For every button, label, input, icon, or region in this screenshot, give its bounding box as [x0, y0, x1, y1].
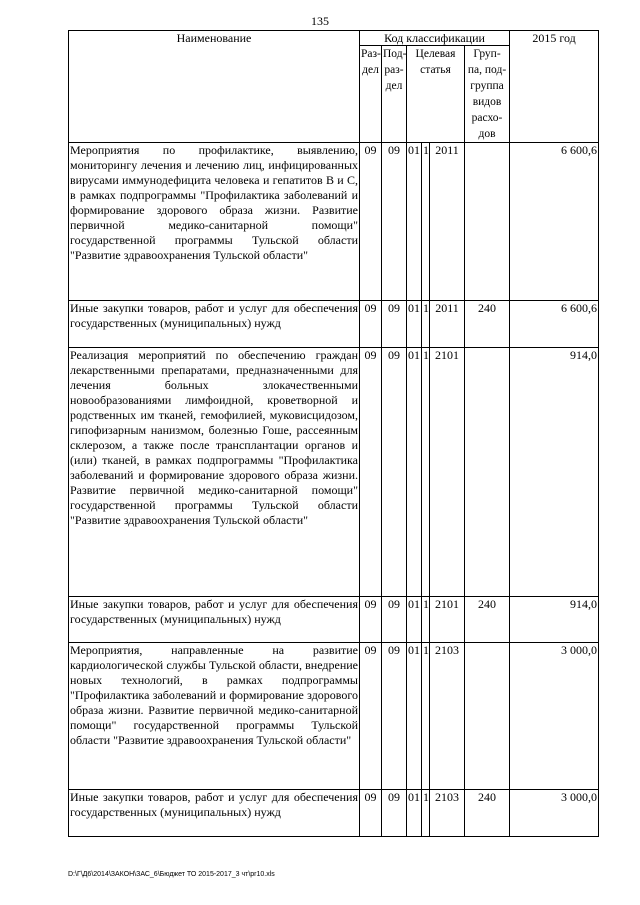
header-code-group: Код классификации	[360, 31, 510, 46]
row-target-part2: 1	[422, 790, 430, 837]
row-target-part3: 2103	[430, 790, 465, 837]
row-name: Мероприятия, направленные на развитие кардиологической службы Тульской области, внедрение новых технологий, в рамках подпрограммы "Профилактика заболеваний и формирование здорового образа жизни. Развитие первичной медико-санитарной помощи" государственной программы Тульской области "Развитие здравоохранения Тульской области"	[69, 643, 360, 790]
row-target-part2: 1	[422, 643, 430, 790]
table-row	[69, 790, 599, 837]
header-target: Целевая статья	[407, 46, 465, 143]
row-target-part1: 01	[407, 790, 422, 837]
row-expense-group: 240	[465, 301, 510, 348]
row-target-part2: 1	[422, 143, 430, 301]
row-target-part1: 01	[407, 597, 422, 643]
header-section: Раз- дел	[360, 46, 382, 143]
row-subsection: 09	[382, 143, 407, 301]
row-amount: 3 000,0	[510, 790, 599, 837]
row-section: 09	[360, 790, 382, 837]
row-expense-group	[465, 348, 510, 597]
row-section: 09	[360, 597, 382, 643]
row-section: 09	[360, 348, 382, 597]
header-year: 2015 год	[510, 31, 599, 143]
row-target-part2: 1	[422, 597, 430, 643]
row-expense-group	[465, 143, 510, 301]
table-row	[69, 643, 599, 790]
row-name: Иные закупки товаров, работ и услуг для обеспечения государственных (муниципальных) нужд	[69, 301, 360, 348]
row-section: 09	[360, 301, 382, 348]
row-subsection: 09	[382, 790, 407, 837]
table-row	[69, 301, 599, 348]
row-section: 09	[360, 643, 382, 790]
row-subsection: 09	[382, 597, 407, 643]
row-expense-group: 240	[465, 597, 510, 643]
row-amount: 914,0	[510, 348, 599, 597]
header-expense-group: Груп- па, под- группа видов расхо- дов	[465, 46, 510, 143]
row-target-part1: 01	[407, 143, 422, 301]
row-target-part1: 01	[407, 301, 422, 348]
row-amount: 6 600,6	[510, 143, 599, 301]
row-subsection: 09	[382, 643, 407, 790]
page-number: 135	[311, 14, 329, 28]
row-subsection: 09	[382, 348, 407, 597]
header-subsection: Под- раз- дел	[382, 46, 407, 143]
row-amount: 914,0	[510, 597, 599, 643]
table-row	[69, 348, 599, 597]
budget-table	[68, 30, 599, 837]
row-target-part3: 2011	[430, 143, 465, 301]
file-path-footer: D:\Г\Д6\2014\ЗАКОН\ЗАС_6\Бюджет ТО 2015-2017_3 чт\pr10.xls	[68, 871, 275, 878]
row-name: Иные закупки товаров, работ и услуг для обеспечения государственных (муниципальных) нужд	[69, 790, 360, 837]
header-name: Наименование	[69, 31, 360, 143]
row-target-part3: 2011	[430, 301, 465, 348]
row-target-part3: 2101	[430, 597, 465, 643]
row-target-part1: 01	[407, 348, 422, 597]
row-amount: 6 600,6	[510, 301, 599, 348]
row-name: Реализация мероприятий по обеспечению граждан лекарственными препаратами, предназначенными для лечения больных злокачественными новообразованиями лимфоидной, кроветворной и родственных им тканей, гемофилией, муковисцидозом, гипофизарным нанизмом, болезнью Гоше, рассеянным склерозом, а также после трансплантации органов и (или) тканей, в рамках подпрограммы "Профилактика заболеваний и формирование здорового образа жизни. Развитие первичной медико-санитарной помощи" государственной программы Тульской области "Развитие здравоохранения Тульской области"	[69, 348, 360, 597]
table-row	[69, 597, 599, 643]
table-row	[69, 143, 599, 301]
row-target-part3: 2101	[430, 348, 465, 597]
row-expense-group	[465, 643, 510, 790]
row-amount: 3 000,0	[510, 643, 599, 790]
row-name: Иные закупки товаров, работ и услуг для обеспечения государственных (муниципальных) нужд	[69, 597, 360, 643]
row-target-part1: 01	[407, 643, 422, 790]
row-target-part2: 1	[422, 301, 430, 348]
row-subsection: 09	[382, 301, 407, 348]
row-section: 09	[360, 143, 382, 301]
row-name: Мероприятия по профилактике, выявлению, мониторингу лечения и лечению лиц, инфицированных вирусами иммунодефицита человека и гепатитов В и С, в рамках подпрограммы "Профилактика заболеваний и формирование здорового образа жизни. Развитие первичной медико-санитарной помощи" государственной программы Тульской области "Развитие здравоохранения Тульской области"	[69, 143, 360, 301]
row-expense-group: 240	[465, 790, 510, 837]
row-target-part2: 1	[422, 348, 430, 597]
row-target-part3: 2103	[430, 643, 465, 790]
